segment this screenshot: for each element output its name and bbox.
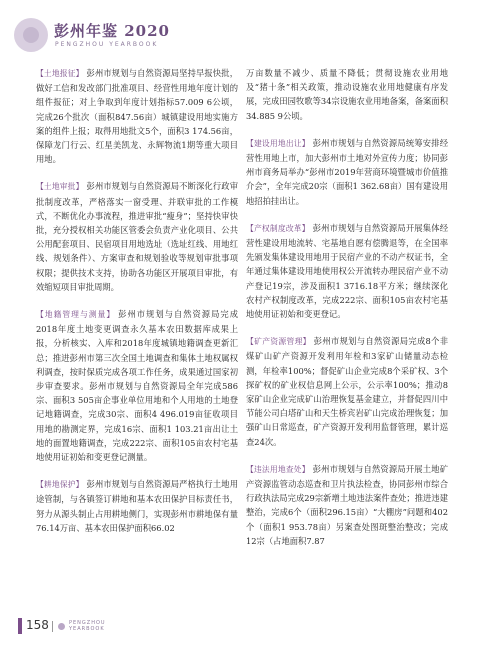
section-tag: 【产权制度改革】 xyxy=(246,223,310,233)
section-paragraph xyxy=(36,66,238,166)
yearbook-subtitle: PENGZHOU YEARBOOK xyxy=(55,41,159,48)
yearbook-logo-icon xyxy=(14,18,48,52)
section-paragraph xyxy=(36,477,238,535)
section-tag: 【矿产资源管理】 xyxy=(246,337,311,347)
section-paragraph xyxy=(246,462,448,548)
section-text: 彭州市规划与自然资源局严格执行土地用途管制，与各镇签订耕地和基本农田保护目标责任书，努力从源头制止占用耕地侧门，实现彭州市耕地保有量76.14万亩、基本农田保护面积66.02 xyxy=(36,479,238,533)
section-paragraph xyxy=(246,136,448,208)
section-tag: 【土地报征】 xyxy=(36,69,84,78)
left-column xyxy=(36,66,238,548)
footer-book-name-line2: YEARBOOK xyxy=(69,626,105,632)
page-number: 158 xyxy=(26,618,49,632)
page-header xyxy=(0,0,480,60)
footer-logo-icon xyxy=(58,623,65,630)
section-tag: 【地籍管理与测量】 xyxy=(36,310,116,320)
section-text: 万亩数量不减少、质量不降低；贯彻设施农业用地及“猪十条”相关政策，推动设施农业用地健康有序发展，完成田园牧歌等34宗设施农业用地备案，备案面积34.885 9公顷。 xyxy=(246,68,448,121)
section-text: 彭州市规划与自然资源局完成2018年度土地变更调查永久基本农田数据库成果上报，分析核实、入库和2018年度城镇地籍调查更新汇总；推进彭州市第三次全国土地调查和集体土地权属权利调查，按时保质完成各项工作任务，成果通过国家初步审查要求。彭州市规划与自然资源局全年完成586宗、面积3 505亩企事业单位用地和个人用地的土地登记地籍调查，完成30宗、面积4 496.019亩征收项目用地的勘测定界，完成16宗、面积1 103.21亩出让土地的面置地籍调查，完成222宗、面积105亩农村宅基地使用证初始和变更登记测量。 xyxy=(36,309,238,463)
section-tag: 【耕地保护】 xyxy=(36,480,84,490)
footer-divider xyxy=(52,621,53,632)
section-tag: 【违法用地查处】 xyxy=(246,464,310,474)
section-text: 彭州市规划与自然资源局坚持早报快批，做好工信和发改部门批准项目、经营性用地年度计划的组件报征；对上争取到年度计划指标57.009 6公顷，完成26个批次（面积847.56亩）城镇建设用地实施方案的组件上报；取得用地批文5个，面积3 174.56亩，保障龙门行云、红星美凯龙、永辉物流1期等重大项目用地。 xyxy=(36,68,238,165)
page-footer xyxy=(0,612,480,640)
section-text: 彭州市规划与自然资源局开展土地矿产资源监管动态巡查和卫片执法检查，协同彭州市综合行政执法局完成29宗新增土地违法案件查处；推进违建整治，完成6个（面积296.15亩）“大棚房”问题和402个（面积1 953.78亩）另案查处图斑整治整改；完成12宗（占地面积7.87 xyxy=(246,463,448,546)
section-paragraph xyxy=(246,221,448,321)
footer-book-name xyxy=(69,620,106,632)
section-paragraph xyxy=(246,334,448,449)
footer-accent-bar xyxy=(18,618,22,634)
section-text: 彭州市规划与自然资源局统筹安排经营性用地上市，加大彭州市土地对外宣传力度；协同彭州市商务局举办“彭州市2019年营商环境暨城市价值推介会”，全年完成20宗（面积1 362.68亩）国有建设用地招拍挂出让。 xyxy=(246,137,448,206)
section-paragraph xyxy=(246,66,448,123)
section-paragraph xyxy=(36,307,238,464)
section-tag: 【土地审批】 xyxy=(36,182,84,192)
section-text: 彭州市规划与自然资源局完成8个非煤矿山矿产资源开发利用年检和3家矿山储量动态检测，年检率100%；督促矿山企业完成8个采矿权、3个探矿权的矿业权信息网上公示，公示率100%；推动8家矿山企业完成矿山治理恢复基金建立，并督促四川中节能公司白塔矿山和天生桥宾岩矿山完成治理恢复；加强矿山日常巡查，矿产资源开发利用监督管理，累计巡查24次。 xyxy=(246,336,449,447)
section-paragraph xyxy=(36,179,238,294)
footer-book-name-line1: PENGZHOU xyxy=(69,620,106,626)
yearbook-title: 彭州年鉴 2020 xyxy=(54,22,170,40)
right-column xyxy=(246,66,448,561)
section-text: 彭州市规划与自然资源局开展集体经营性建设用地流转、宅基地自愿有偿腾退等，在全国率先颁发集体建设用地用于民宿产业的不动产权证书，全年通过集体建设用地使用权公开流转办理民宿产业不动产登记19宗，涉及面积1 3716.18平方米；继续深化农村产权制度改革，完成222宗、面积105亩农村宅基地使用证初始和变更登记。 xyxy=(246,222,448,320)
section-tag: 【建设用地出让】 xyxy=(246,138,310,148)
section-text: 彭州市规划与自然资源局不断深化行政审批制度改革，严格落实一窗受理、并联审批的工作模式，不断优化办事流程，推进审批“瘦身”；坚持快审快批，充分授权相关功能区管委会负责产业化项目、公共公用配套项目、民宿项目用地选址（选址红线、用地红线、规划条件）、方案审查和规划验收等规划审批事项权限；提供技术支持，协助各功能区开展项目审批，有效缩短项目审批周期。 xyxy=(36,181,238,292)
